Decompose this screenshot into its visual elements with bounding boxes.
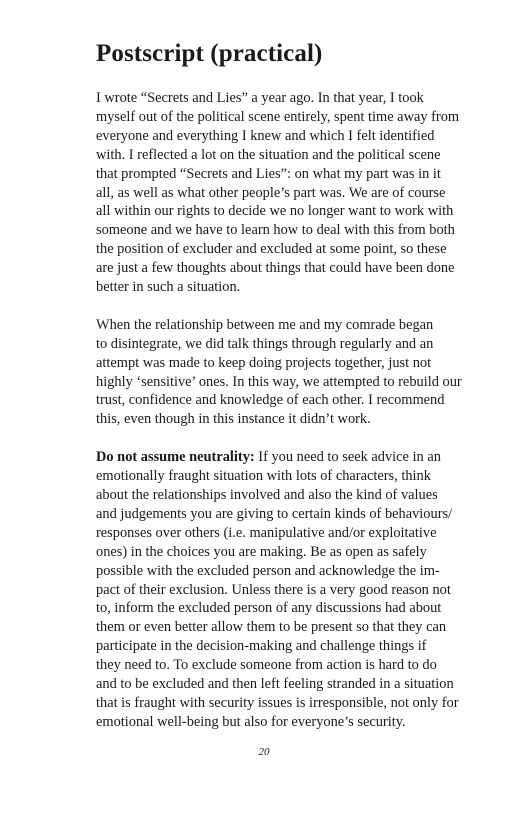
text-line: someone and we have to learn how to deal with this from both [96,222,455,239]
paragraph-1 [96,89,496,297]
text-line: all within our rights to decide we no longer want to work with [96,203,454,220]
text-line: that prompted “Secrets and Lies”: on what my part was in it [96,165,441,182]
text-line: they need to. To exclude someone from action is hard to do [96,657,437,674]
page-title: Postscript (practical) [96,40,323,67]
body-text [96,89,496,732]
text-line: about the relationships involved and also the kind of values [96,487,438,503]
text-line: to, inform the excluded person of any discussions had about [96,600,442,617]
text-line: highly ‘sensitive’ ones. In this way, we attempted to rebuild our [96,373,462,390]
text-line: and to be excluded and then left feeling stranded in a situation [96,676,454,693]
paragraph-gap [96,429,496,448]
text-line: attempt was made to keep doing projects together, just not [96,354,432,371]
paragraph-3 [96,448,496,732]
paragraph-gap [96,297,496,316]
text-line: are just a few thoughts about things that could have been done [96,260,455,277]
text-line: them or even better allow them to be present so that they can [96,619,447,636]
text-line-with-lead [96,448,496,467]
text-line: possible with the excluded person and acknowledge the im- [96,562,440,579]
text-line: responses over others (i.e. manipulative and/or exploitative [96,524,437,541]
text-line: better in such a situation. [96,279,241,296]
text-line: participate in the decision-making and challenge things if [96,638,427,655]
text-line: I wrote “Secrets and Lies” a year ago. In that year, I took [96,90,424,106]
text-line: that is fraught with security issues is irresponsible, not only for [96,694,459,711]
text-line: myself out of the political scene entirely, spent time away from [96,108,460,125]
paragraph-lead: Do not assume neutrality: [96,449,255,466]
text-line: the position of excluder and excluded at some point, so these [96,241,447,258]
text-line: everyone and everything I knew and which I felt identified [96,127,435,144]
page-number: 20 [258,746,270,758]
text-line: with. I reflected a lot on the situation and the political scene [96,146,441,163]
text-line: ones) in the choices you are making. Be as open as safely [96,543,427,560]
text-line-rest: If you need to seek advice in an [254,449,441,466]
text-line: to disintegrate, we did talk things through regularly and an [96,335,434,352]
paragraph-2 [96,316,496,429]
text-line: emotional well-being but also for everyone’s security. [96,713,406,730]
text-line: pact of their exclusion. Unless there is a very good reason not [96,581,451,598]
text-line: and judgements you are giving to certain kinds of behaviours/ [96,505,453,522]
text-line: trust, confidence and knowledge of each other. I recommend [96,392,445,409]
text-line: this, even though in this instance it didn’t work. [96,411,371,428]
text-line: emotionally fraught situation with lots of characters, think [96,468,431,485]
text-line: all, as well as what other people’s part was. We are of course [96,184,446,201]
text-line: When the relationship between me and my comrade began [96,316,434,333]
